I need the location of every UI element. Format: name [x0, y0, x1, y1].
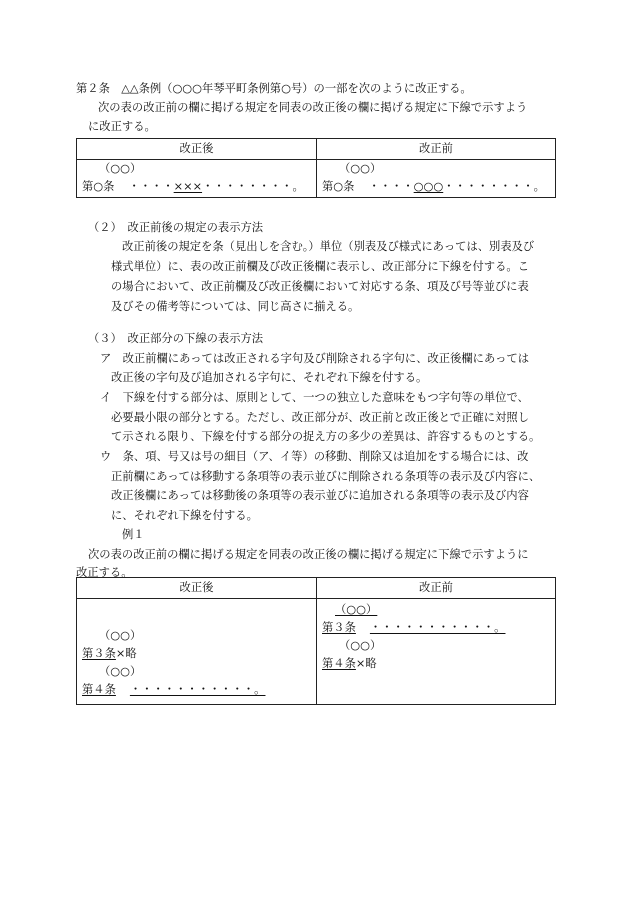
before-dots-1: ・・・・	[368, 180, 414, 193]
comparison-table-2	[76, 577, 556, 705]
cell-before-2	[317, 599, 556, 705]
before2-para-1: （○○）	[335, 603, 378, 616]
before-article-line	[317, 178, 555, 196]
section-3-heading: （３） 改正部分の下線の表示方法	[88, 332, 264, 345]
intro-line-2: に改正する。	[88, 120, 156, 133]
item-i-line-1: イ 下線を付する部分は、原則として、一つの独立した意味をもつ字句等の単位で、	[100, 391, 529, 404]
item-u-line-3: 改正後欄にあっては移動後の条項等の表示並びに追加される条項等の表示及び内容	[111, 489, 529, 502]
cell-after	[77, 160, 317, 198]
item-u-line-1: ウ 条、項、号又は号の細目（ア、イ等）の移動、削除又は追加をする場合には、改	[100, 450, 529, 463]
item-u-line-4: に、それぞれ下線を付する。	[111, 509, 258, 522]
item-u-line-2: 正前欄にあっては移動する条項等の表示並びに削除される条項等の表示及び内容に、	[111, 470, 541, 483]
example-intro-line-2: 改正する。	[76, 566, 133, 579]
before2-article-4: 第４条	[322, 657, 356, 670]
after2-dots: ・・・・・・・・・・・。	[129, 683, 266, 696]
after-article-line	[77, 178, 316, 196]
after2-article-4: 第４条	[82, 683, 116, 696]
item-i-line-2: 必要最小限の部分とする。ただし、改正部分が、改正前と改正後とで正確に対照し	[111, 411, 529, 424]
before2-para-2: （○○）	[339, 639, 382, 652]
before2-dots: ・・・・・・・・・・・。	[369, 621, 506, 634]
before-dots-2: ・・・・・・・・。	[443, 180, 545, 193]
after-paragraph-caption: （○○）	[99, 162, 142, 175]
item-a-line-1: ア 改正前欄にあっては改正される字句及び削除される字句に、改正後欄にあっては	[100, 352, 530, 365]
cell-before	[317, 160, 556, 198]
cell-after-2	[77, 599, 317, 705]
before-article-number: 第○条	[322, 180, 355, 193]
after-article-number: 第○条	[82, 180, 115, 193]
article-2-title: 第２条 △△条例（○○○年琴平町条例第○号）の一部を次のように改正する。	[76, 82, 472, 95]
section-2-line-3: の場合において、改正前欄及び改正後欄において対応する条、項及び号等並びに表	[111, 280, 529, 293]
example-label: 例１	[122, 528, 145, 541]
before2-para-1-line	[317, 601, 555, 619]
section-2-line-1: 改正前後の規定を条（見出しを含む。）単位（別表及び様式にあっては、別表及び	[122, 240, 535, 253]
item-i-line-3: て示される限り、下線を付する部分の捉え方の多少の差異は、許容するものとする。	[111, 430, 541, 443]
before-changed-text: ○○○	[413, 180, 444, 193]
after2-para-2: （○○）	[99, 665, 142, 678]
example-intro-line-1: 次の表の改正前の欄に掲げる規定を同表の改正後の欄に掲げる規定に下線で示すように	[88, 548, 529, 561]
after2-article-4-line	[77, 681, 316, 699]
before2-article-4-line	[317, 655, 555, 673]
before2-omit: ×略	[355, 657, 377, 670]
after2-article-3-line	[77, 645, 316, 663]
before-paragraph-caption: （○○）	[339, 162, 382, 175]
after-dots-1: ・・・・	[128, 180, 174, 193]
intro-line-1: 次の表の改正前の欄に掲げる規定を同表の改正後の欄に掲げる規定に下線で示すよう	[98, 101, 528, 114]
after-dots-2: ・・・・・・・・。	[202, 180, 304, 193]
section-2-line-4: 及びその備考等については、同じ高さに揃える。	[111, 300, 360, 313]
header-before-2: 改正前	[317, 578, 556, 599]
item-a-line-2: 改正後の字句及び追加される字句に、それぞれ下線を付する。	[111, 371, 428, 384]
before2-article-3: 第３条	[322, 621, 356, 634]
after2-omit: ×略	[115, 647, 137, 660]
before2-article-3-line	[317, 619, 555, 637]
header-after: 改正後	[77, 139, 317, 160]
comparison-table-1	[76, 138, 556, 198]
after2-article-3: 第３条	[82, 647, 116, 660]
header-before: 改正前	[317, 139, 556, 160]
section-2-heading: （２） 改正前後の規定の表示方法	[88, 221, 264, 234]
header-after-2: 改正後	[77, 578, 317, 599]
after2-para-1: （○○）	[99, 629, 142, 642]
after-changed-text: ×××	[173, 180, 203, 193]
section-2-line-2: 様式単位）に、表の改正前欄及び改正後欄に表示し、改正部分に下線を付する。こ	[111, 260, 529, 273]
